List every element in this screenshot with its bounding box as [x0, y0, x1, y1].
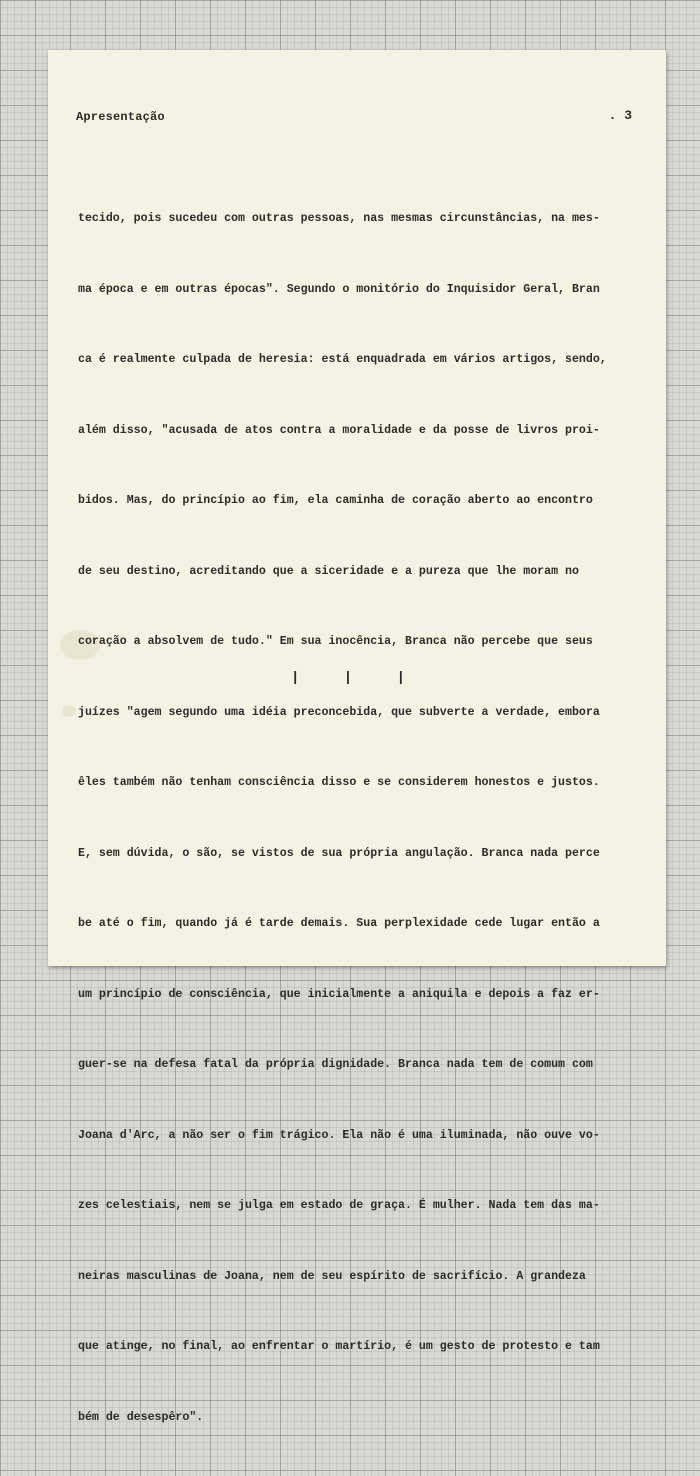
- text-line: zes celestiais, nem se julga em estado de graça. É mulher. Nada tem das ma-: [78, 1199, 600, 1212]
- text-line: bém de desespêro".: [78, 1410, 204, 1424]
- text-line: Joana d'Arc, a não ser o fim trágico. Ela não é uma iluminada, não ouve vo-: [78, 1128, 600, 1142]
- text-line: ma época e em outras épocas". Segundo o monitório do Inquisidor Geral, Bran: [78, 282, 600, 296]
- text-line: E, sem dúvida, o são, se vistos de sua própria angulação. Branca nada perce: [78, 846, 600, 860]
- section-separator: | | |: [290, 670, 423, 686]
- text-line: um princípio de consciência, que inicialmente a aniquila e depois a faz er-: [78, 987, 600, 1001]
- text-line: ca é realmente culpada de heresia: está enquadrada em vários artigos, sendo,: [78, 353, 607, 366]
- text-line: além disso, "acusada de atos contra a moralidade e da posse de livros proi-: [78, 423, 600, 437]
- text-line: que atinge, no final, ao enfrentar o martírio, é um gesto de protesto e tam: [78, 1340, 600, 1353]
- text-line: be até o fim, quando já é tarde demais. Sua perplexidade cede lugar então a: [78, 917, 600, 930]
- text-line: bidos. Mas, do princípio ao fim, ela caminha de coração aberto ao encontro: [78, 494, 593, 507]
- page-number: . 3: [608, 108, 632, 123]
- text-line: coração a absolvem de tudo." Em sua inocência, Branca não percebe que seus: [78, 635, 593, 648]
- text-line: de seu destino, acreditando que a siceridade e a pureza que lhe moram no: [78, 564, 579, 578]
- page-header-title: Apresentação: [76, 110, 165, 124]
- text-line: neiras masculinas de Joana, nem de seu espírito de sacrifício. A grandeza: [78, 1269, 586, 1283]
- body-paragraph: [78, 160, 643, 1476]
- text-line: juízes "agem segundo uma idéia preconcebida, que subverte a verdade, embora: [78, 705, 600, 719]
- text-line: êles também não tenham consciência disso e se considerem honestos e justos.: [78, 776, 600, 789]
- text-line: tecido, pois sucedeu com outras pessoas, nas mesmas circunstâncias, na mes-: [78, 212, 600, 225]
- typewritten-page: [48, 50, 666, 1424]
- text-line: guer-se na defesa fatal da própria dignidade. Branca nada tem de comum com: [78, 1058, 593, 1071]
- paper-stain: [62, 705, 76, 717]
